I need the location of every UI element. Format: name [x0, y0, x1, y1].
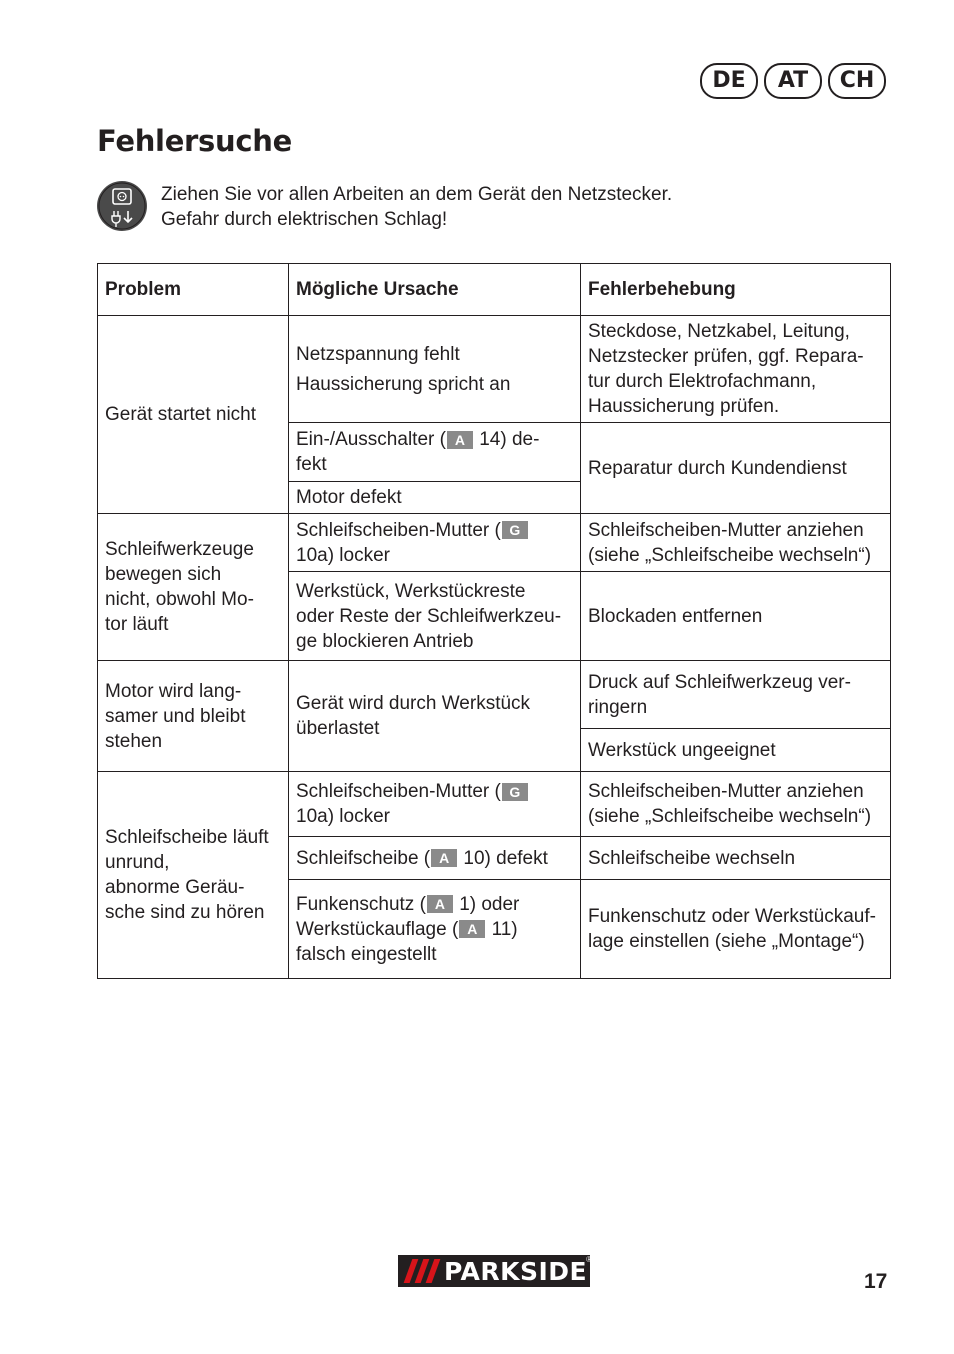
cause-cell	[289, 423, 581, 482]
language-badges	[700, 63, 886, 99]
header-cause: Mögliche Ursache	[289, 264, 581, 316]
unplug-icon	[97, 181, 147, 231]
cause-cell	[289, 316, 581, 423]
warning-line-2: Gefahr durch elektrischen Schlag!	[161, 209, 448, 230]
figure-ref-badge: A	[459, 920, 485, 938]
lang-badge-ch: CH	[828, 63, 886, 99]
logo-text: PARKSIDE	[444, 1256, 588, 1286]
cause-cell: Schleifscheibe ( A 10) defekt	[289, 837, 581, 880]
figure-ref-badge: G	[502, 783, 528, 801]
troubleshooting-table	[97, 263, 891, 979]
remedy-cell: Funkenschutz oder Werkstückauf- lage einstellen (siehe „Montage“)	[581, 880, 891, 979]
cause-cell: Schleifscheiben-Mutter ( G 10a) locker	[289, 772, 581, 837]
remedy-cell: Schleifscheiben-Mutter anziehen (siehe „Schleifscheibe wechseln“)	[581, 772, 891, 837]
remedy-cell: Blockaden entfernen	[581, 572, 891, 661]
parkside-logo	[398, 1255, 590, 1287]
table-row	[98, 514, 891, 572]
cause-cell: Schleifscheiben-Mutter ( G 10a) locker	[289, 514, 581, 572]
cause-cell: Werkstück, Werkstückreste oder Reste der Schleifwerkzeu- ge blockieren Antrieb	[289, 572, 581, 661]
problem-cell: Schleifscheibe läuft unrund, abnorme Geräu- sche sind zu hören	[98, 772, 289, 979]
table-header-row	[98, 264, 891, 316]
remedy-line: Steckdose, Netzkabel, Leitung,	[588, 321, 850, 342]
remedy-cell: Werkstück ungeeignet	[581, 729, 891, 772]
remedy-line: tur durch Elektrofachmann,	[588, 371, 817, 392]
header-problem: Problem	[98, 264, 289, 316]
remedy-cell: Schleifscheibe wechseln	[581, 837, 891, 880]
lang-badge-at: AT	[764, 63, 822, 99]
remedy-cell	[581, 316, 891, 423]
page-number: 17	[864, 1270, 888, 1293]
figure-ref-badge: A	[427, 895, 453, 913]
remedy-cell: Reparatur durch Kundendienst	[581, 423, 891, 514]
problem-cell: Motor wird lang- samer und bleibt stehen	[98, 661, 289, 772]
cause-cell: Gerät wird durch Werkstück überlastet	[289, 661, 581, 772]
logo-stripes-icon	[398, 1255, 444, 1287]
cause-line: Netzspannung fehlt	[296, 343, 460, 365]
figure-ref-badge: G	[502, 521, 528, 539]
figure-ref-badge: A	[431, 849, 457, 867]
remedy-cell: Schleifscheiben-Mutter anziehen (siehe „Schleifscheibe wechseln“)	[581, 514, 891, 572]
warning-text	[161, 182, 672, 232]
lang-badge-de: DE	[700, 63, 758, 99]
cause-cell: Motor defekt	[289, 482, 581, 514]
problem-cell: Gerät startet nicht	[98, 316, 289, 514]
cause-cell: Funkenschutz ( A 1) oder Werkstückauflage ( A 11) falsch eingestellt	[289, 880, 581, 979]
table-row	[98, 772, 891, 837]
header-remedy: Fehlerbehebung	[581, 264, 891, 316]
warning-line-1: Ziehen Sie vor allen Arbeiten an dem Gerät den Netzstecker.	[161, 184, 673, 205]
table-row	[98, 661, 891, 729]
cause-line: Ein-/Ausschalter ( A 14) de-	[296, 429, 540, 450]
figure-ref-badge: A	[447, 431, 473, 449]
page-title: Fehlersuche	[97, 124, 292, 158]
remedy-line: Haussicherung prüfen.	[588, 396, 780, 417]
cause-line: fekt	[296, 454, 327, 475]
cause-line: Haussicherung spricht an	[296, 373, 511, 395]
remedy-line: Netzstecker prüfen, ggf. Repara-	[588, 346, 864, 367]
problem-cell: Schleifwerkzeuge bewegen sich nicht, obwohl Mo- tor läuft	[98, 514, 289, 661]
registered-mark: ®	[586, 1255, 592, 1264]
table-row	[98, 316, 891, 423]
remedy-cell: Druck auf Schleifwerkzeug ver- ringern	[581, 661, 891, 729]
